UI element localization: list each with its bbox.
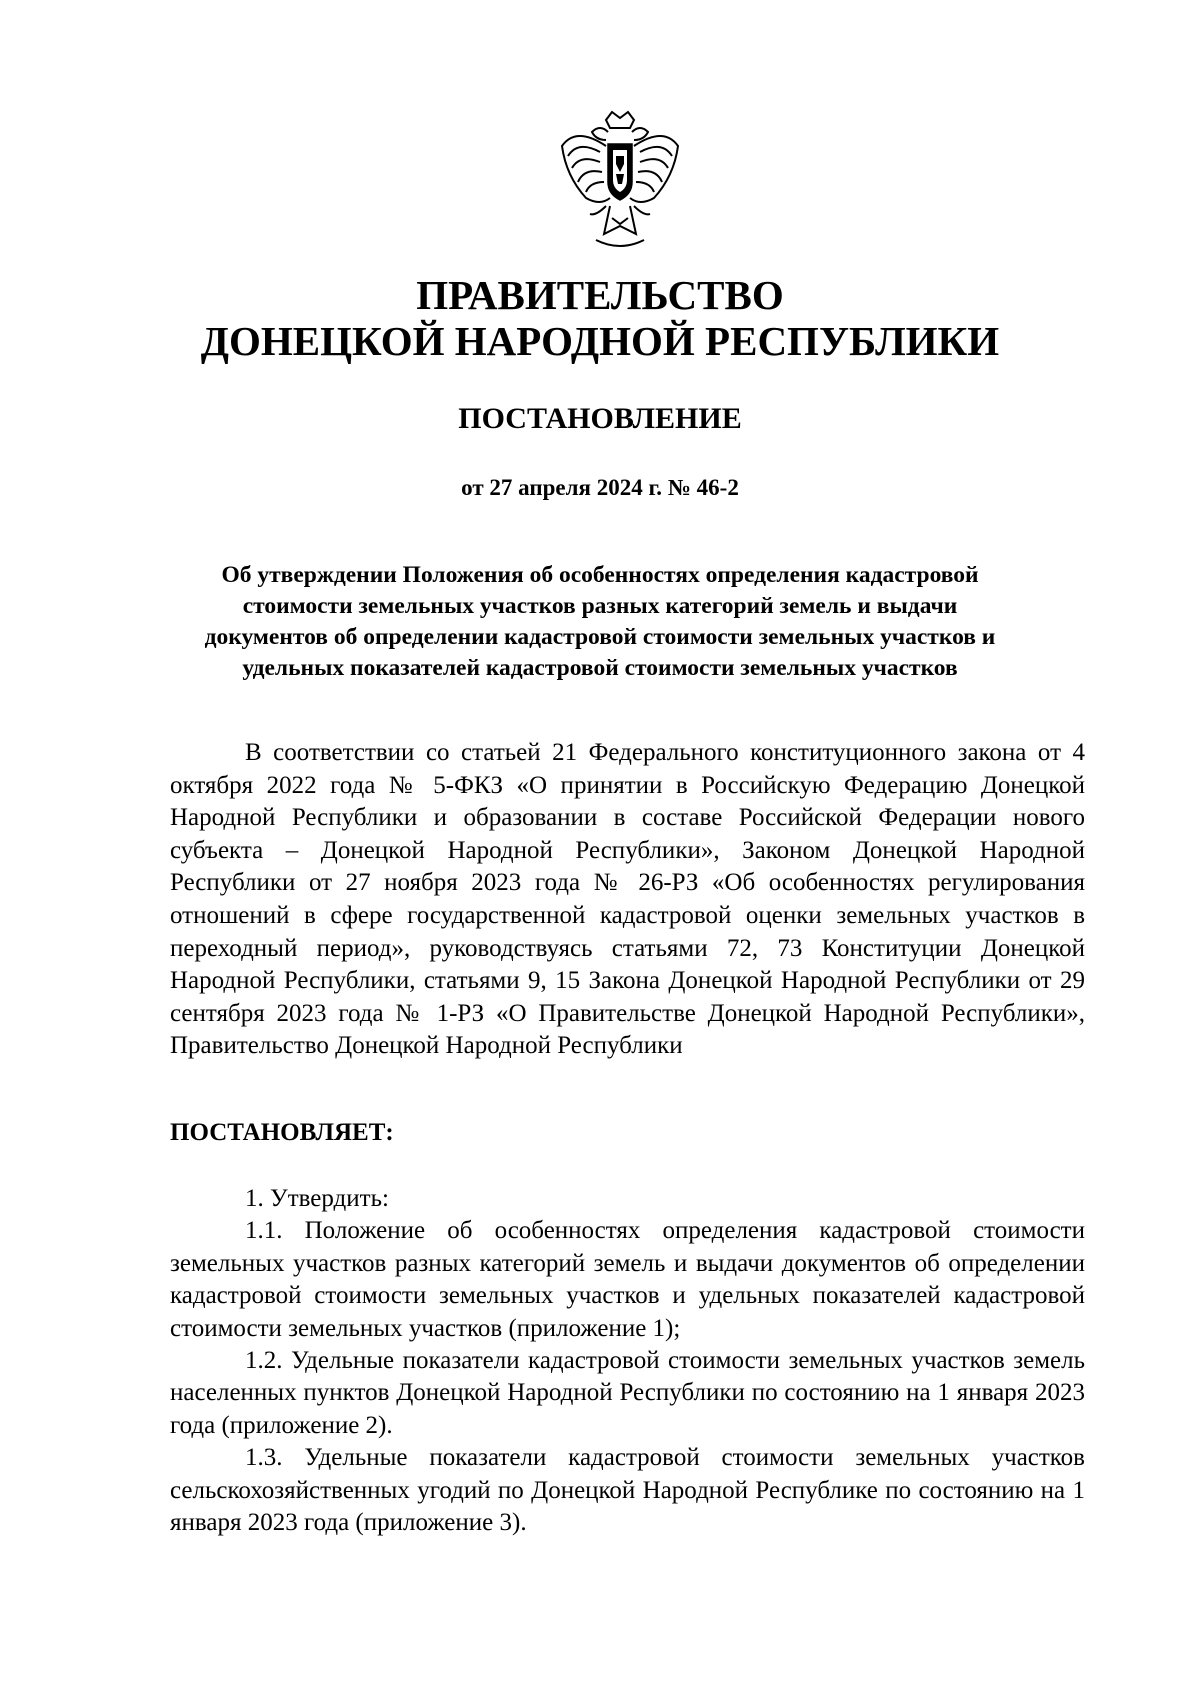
preamble-paragraph: В соответствии со статьей 21 Федерального конституционного закона от 4 октября 2022 года № 5-ФКЗ «О принятии в Российскую Федерацию Донецкой Народной Республики и образовании в составе Российской Федерации нового субъекта – Донецкой Народной Республики», Законом Донецкой Народной Республики от 27 ноября 2023 года № 26-РЗ «Об особенностях регулирования отношений в сфере государственной кадастровой оценки земельных участков в переходный период», руководствуясь статьями 72, 73 Конституции Донецкой Народной Республики, статьями 9, 15 Закона Донецкой Народной Республики от 29 сентября 2023 года № 1-РЗ «О Правительстве Донецкой Народной Республики», Правительство Донецкой Народной Республики (170, 739, 1085, 1060)
document-type: ПОСТАНОВЛЕНИЕ (458, 402, 742, 435)
item-1-1: 1.1. Положение об особенностях определения кадастровой стоимости земельных участков разных категорий земель и выдачи документов об определении кадастровой стоимости земельных участков и удельных показателей кадастровой стоимости земельных участков (приложение 1); (170, 1217, 1085, 1342)
coat-of-arms-emblem (556, 106, 684, 256)
item-1-3: 1.3. Удельные показатели кадастровой стоимости земельных участков сельскохозяйственных угодий по Донецкой Народной Республике по состоянию на 1 января 2023 года (приложение 3). (170, 1444, 1085, 1537)
subject-line-2: стоимости земельных участков разных категорий земель и выдачи (242, 593, 958, 619)
government-title-line2: ДОНЕЦКОЙ НАРОДНОЙ РЕСПУБЛИКИ (200, 318, 1000, 364)
subject-line-4: удельных показателей кадастровой стоимости земельных участков (242, 655, 958, 681)
document-date-number: от 27 апреля 2024 г. № 46-2 (461, 475, 739, 500)
item-1-2: 1.2. Удельные показатели кадастровой стоимости земельных участков земель населенных пунктов Донецкой Народной Республики по состоянию на 1 января 2023 года (приложение 2). (170, 1347, 1085, 1439)
resolves-heading: ПОСТАНОВЛЯЕТ: (170, 1119, 394, 1146)
subject-line-3: документов об определении кадастровой стоимости земельных участков и (204, 624, 996, 650)
government-title-line1: ПРАВИТЕЛЬСТВО (416, 272, 784, 318)
resolution-items (170, 1183, 1085, 1539)
subject-line-1: Об утверждении Положения об особенностях определения кадастровой (221, 562, 979, 588)
document-subject (170, 560, 1030, 684)
government-title (100, 272, 1100, 364)
item-1: 1. Утвердить: (245, 1185, 389, 1212)
